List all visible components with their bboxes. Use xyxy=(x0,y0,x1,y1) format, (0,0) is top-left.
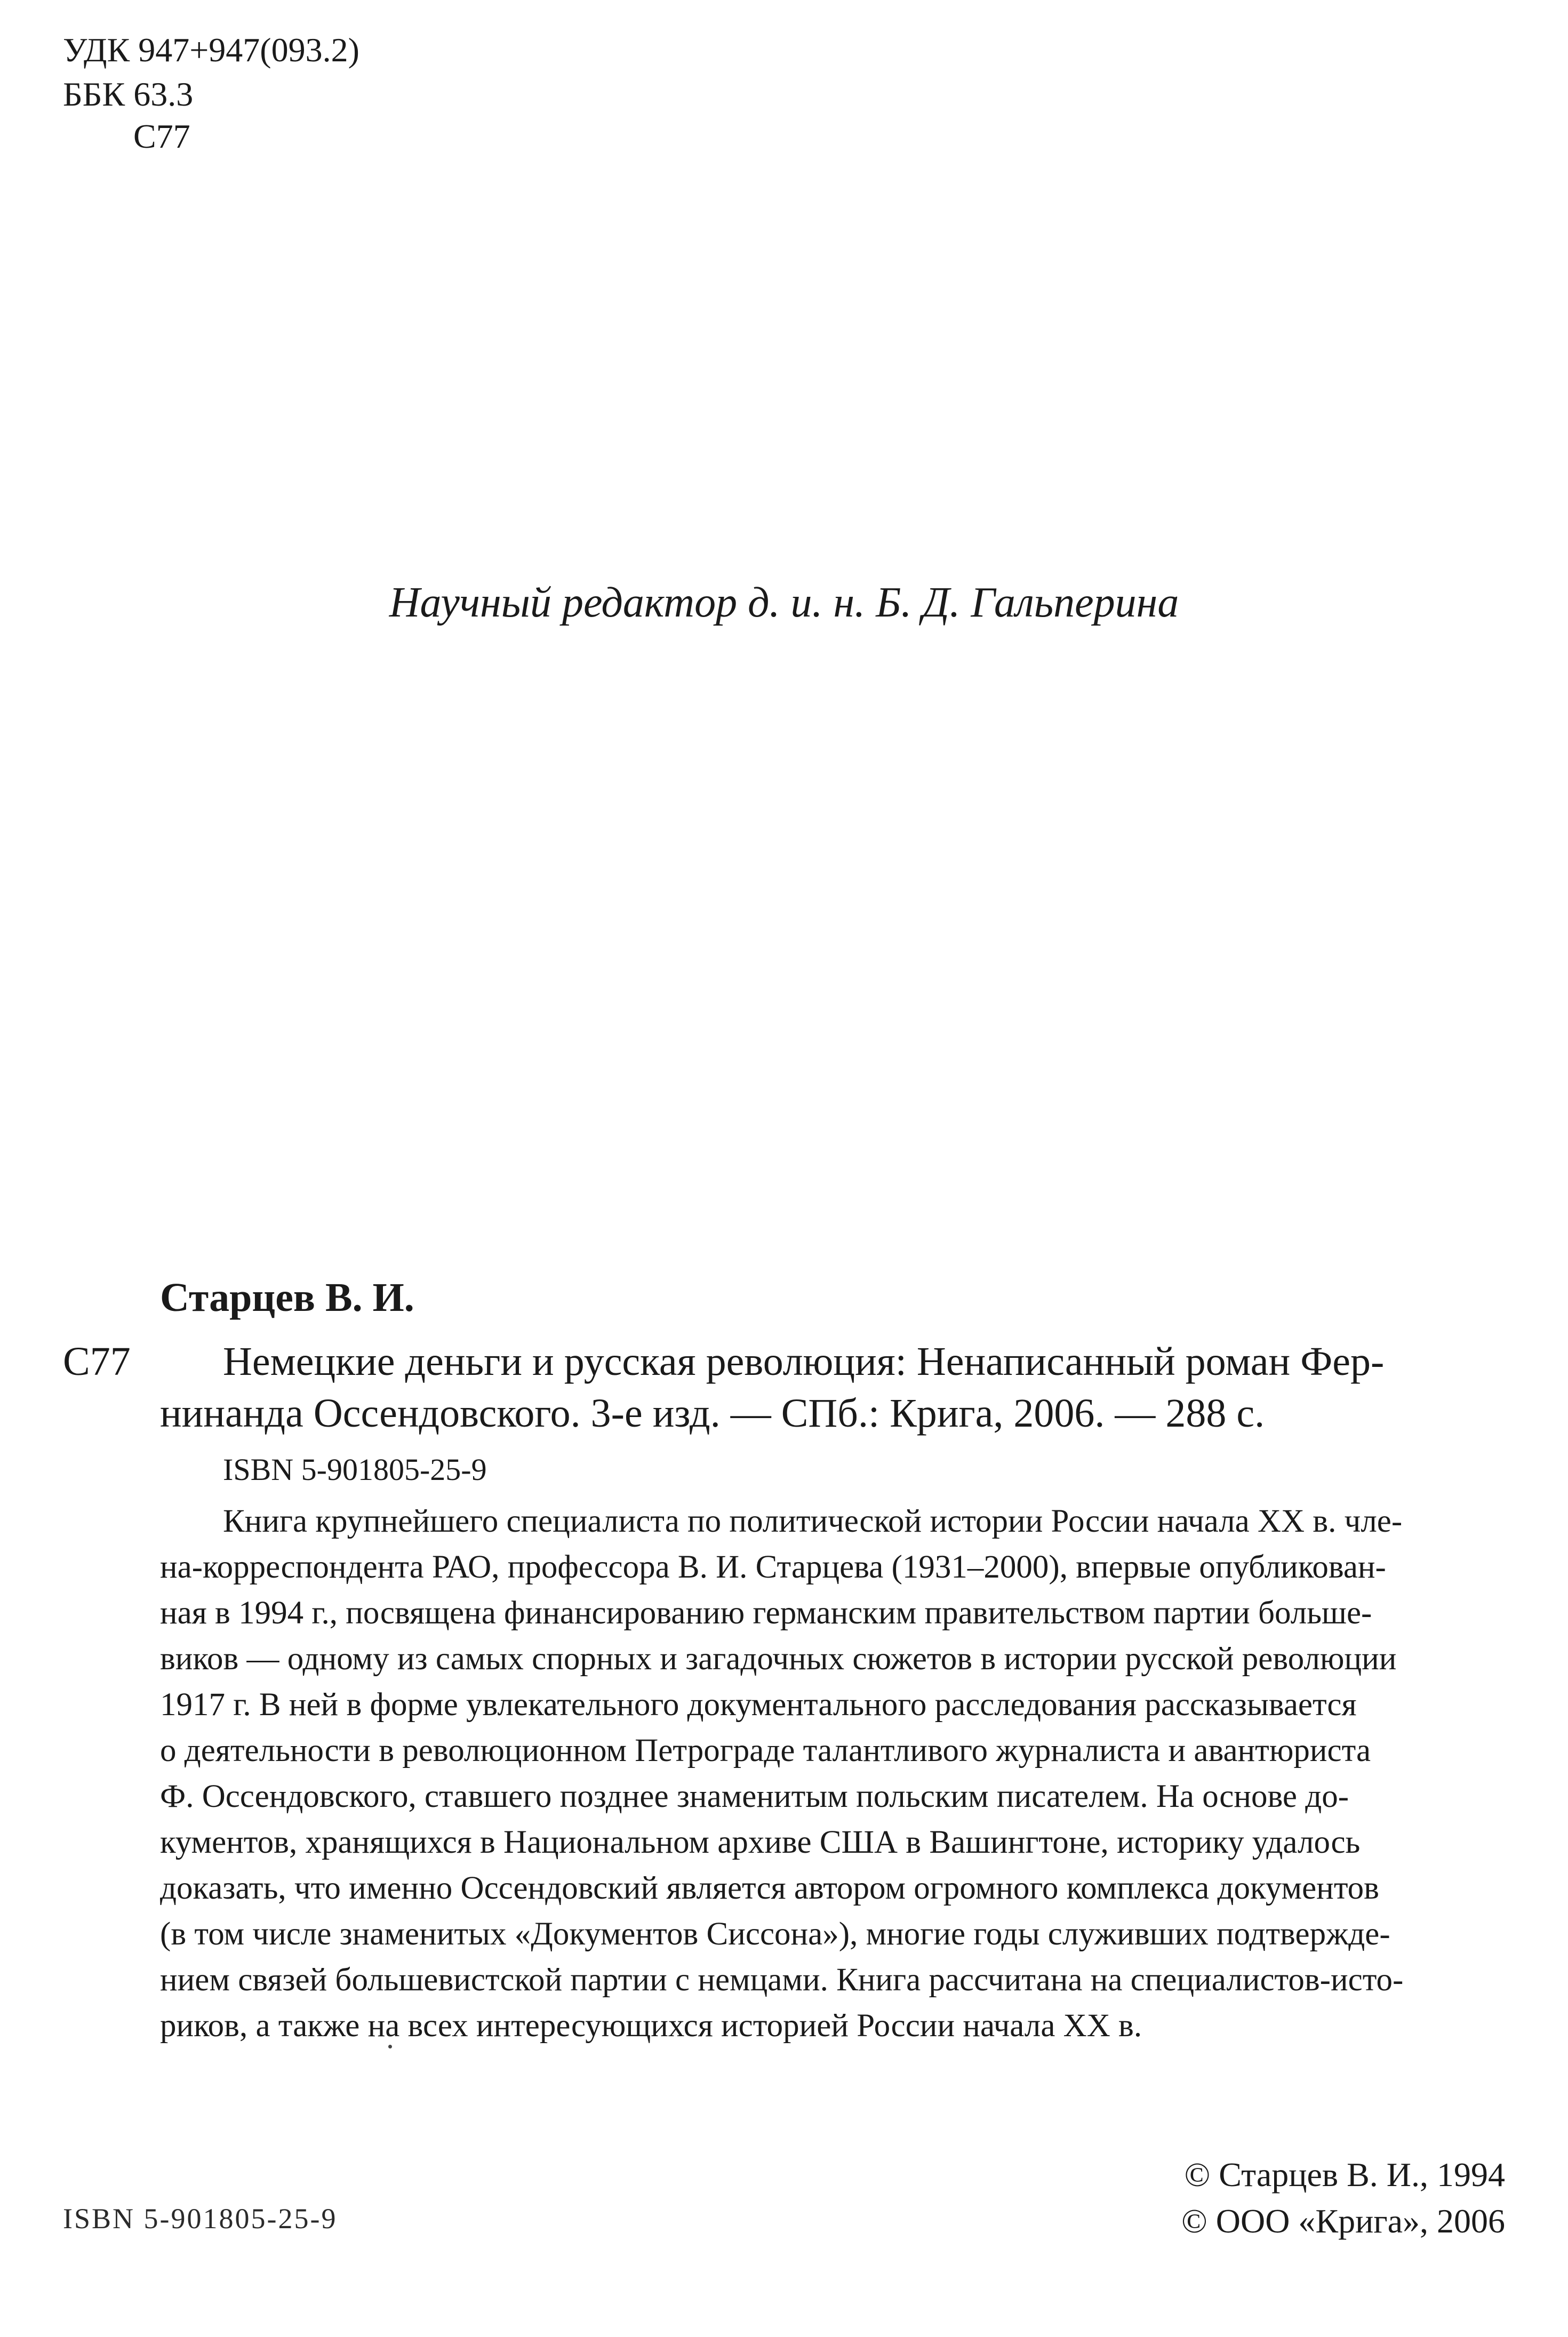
author-sign-code: С77 xyxy=(133,117,190,155)
annotation-line: доказать, что именно Оссендовский является автором огромного комплекса документов xyxy=(160,1870,1379,1906)
record-isbn: ISBN 5-901805-25-9 xyxy=(223,1452,487,1487)
annotation-line: Ф. Оссендовского, ставшего позднее знаменитым польским писателем. На основе до- xyxy=(160,1779,1349,1814)
annotation-line: (в том числе знаменитых «Документов Сиссона»), многие годы служивших подтвержде- xyxy=(160,1916,1390,1952)
record-title-line: Немецкие деньги и русская революция: Ненаписанный роман Фер- xyxy=(223,1339,1385,1384)
annotation-line: виков — одному из самых спорных и загадочных сюжетов в истории русской революции xyxy=(160,1641,1397,1677)
annotation-line: 1917 г. В ней в форме увлекательного документального расследования рассказывается xyxy=(160,1687,1357,1723)
record-author: Старцев В. И. xyxy=(160,1275,414,1320)
scientific-editor-line: Научный редактор д. и. н. Б. Д. Гальперина xyxy=(389,579,1179,626)
annotation-line: о деятельности в революционном Петрограде талантливого журналиста и авантюриста xyxy=(160,1733,1371,1768)
record-title-line: нинанда Оссендовского. 3-е изд. — СПб.: Крига, 2006. — 288 с. xyxy=(160,1391,1265,1436)
annotation-line: кументов, хранящихся в Национальном архиве США в Вашингтоне, историку удалось xyxy=(160,1824,1361,1860)
footer-isbn: ISBN 5-901805-25-9 xyxy=(63,2203,338,2235)
annotation-line: нием связей большевистской партии с немцами. Книга рассчитана на специалистов-исто- xyxy=(160,1962,1404,1998)
record-author-sign: С77 xyxy=(63,1339,131,1384)
annotation-line: риков, а также на всех интересующихся историей России начала XX в. xyxy=(160,2008,1142,2044)
copyright-publisher: © ООО «Крига», 2006 xyxy=(1181,2202,1505,2240)
bbk-code: ББК 63.3 xyxy=(63,75,194,113)
print-speck xyxy=(388,2045,392,2048)
annotation-line: на-корреспондента РАО, профессора В. И. Старцева (1931–2000), впервые опубликован- xyxy=(160,1549,1386,1585)
annotation-line: ная в 1994 г., посвящена финансированию германским правительством партии больше- xyxy=(160,1595,1372,1631)
annotation-line: Книга крупнейшего специалиста по политической истории России начала XX в. чле- xyxy=(223,1503,1403,1539)
udk-code: УДК 947+947(093.2) xyxy=(63,31,359,69)
copyright-author: © Старцев В. И., 1994 xyxy=(1184,2156,1505,2194)
